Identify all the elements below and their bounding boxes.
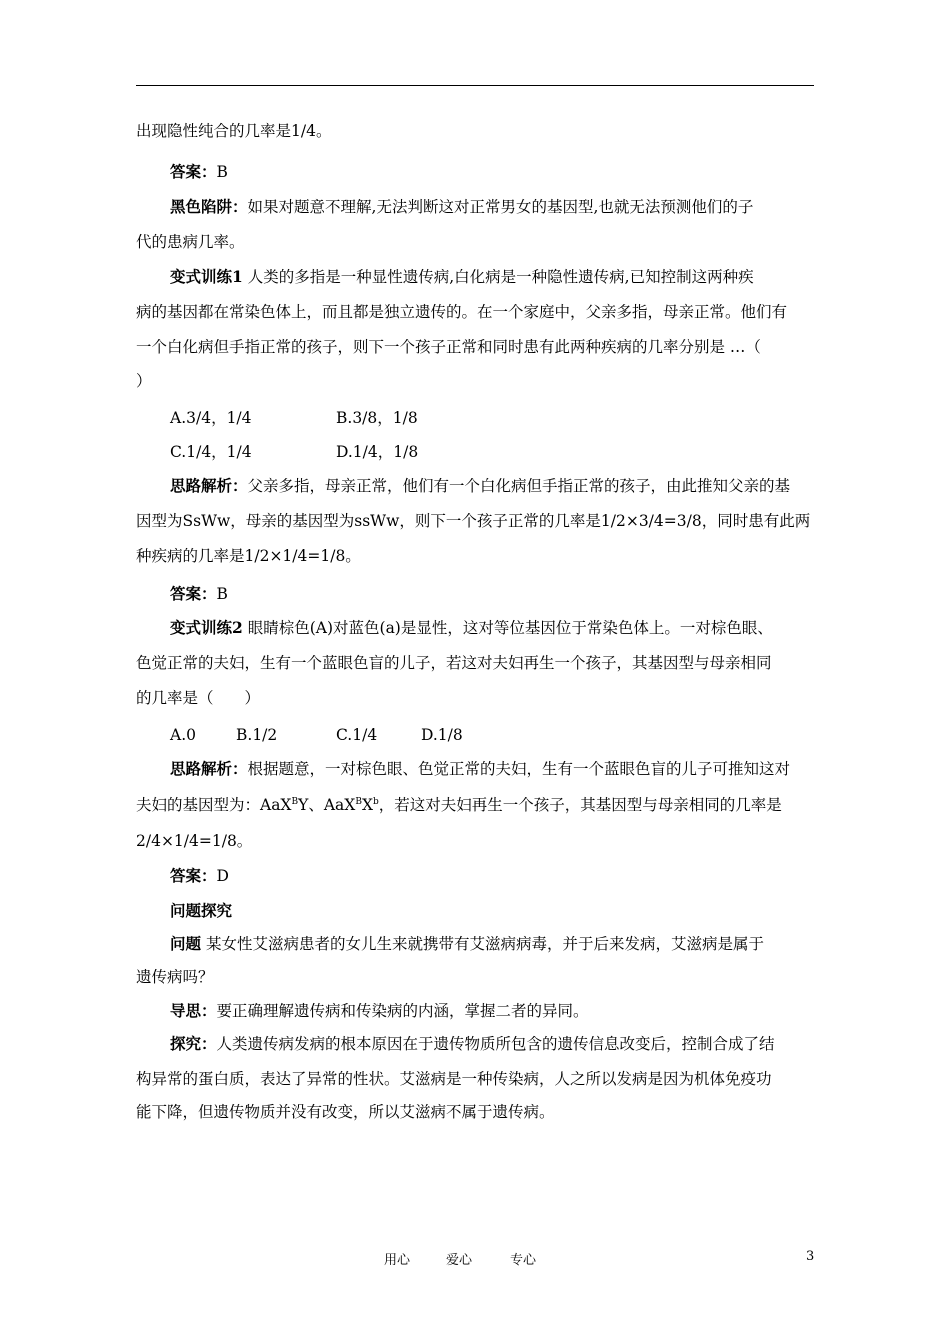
option-c: C.1/4	[336, 726, 378, 744]
guide-label: 导思：	[170, 1001, 217, 1020]
analysis-line	[170, 759, 790, 779]
question-line	[170, 934, 764, 954]
text-line: 能下降，但遗传物质并没有改变，所以艾滋病不属于遗传病。	[136, 1103, 555, 1121]
text-span: 父亲多指，母亲正常，他们有一个白化病但手指正常的孩子，由此推知父亲的基	[247, 477, 791, 495]
answer-label: 答案：	[170, 162, 217, 181]
text-span: 眼睛棕色(A)对蓝色(a)是显性，这对等位基因位于常染色体上。一对棕色眼、	[247, 619, 773, 637]
answer-line	[170, 584, 228, 604]
text-span: 某女性艾滋病患者的女儿生来就携带有艾滋病病毒，并于后来发病，艾滋病是属于	[205, 935, 764, 953]
explore-label: 探究：	[170, 1034, 217, 1053]
exercise-1-label: 变式训练1	[170, 267, 243, 286]
text-line: 出现隐性纯合的几率是1/4。	[136, 122, 332, 140]
text-line: 病的基因都在常染色体上，而且都是独立遗传的。在一个家庭中，父亲多指，母亲正常。他们有	[136, 303, 788, 321]
option-a: A.0	[170, 726, 196, 744]
exercise-1-line	[170, 267, 754, 287]
text-span: ，若这对夫妇再生一个孩子，其基因型与母亲相同的几率是	[378, 796, 782, 814]
explore-line	[170, 1034, 775, 1054]
footer-left: 用心	[384, 1253, 411, 1268]
analysis-line	[170, 476, 790, 496]
genotype-line	[136, 795, 782, 815]
answer-label: 答案：	[170, 584, 217, 603]
text-span: 如果对题意不理解,无法判断这对正常男女的基因型,也就无法预测他们的子	[247, 198, 754, 216]
text-span: 夫妇的基因型为：AaX	[136, 796, 292, 814]
text-span: 人类的多指是一种显性遗传病,白化病是一种隐性遗传病,已知控制这两种疾	[247, 268, 754, 286]
text-span: 要正确理解遗传病和传染病的内涵，掌握二者的异同。	[216, 1002, 589, 1020]
question-label: 问题	[170, 934, 202, 953]
answer-value: B	[216, 163, 228, 181]
footer-middle: 爱心	[446, 1253, 473, 1268]
text-span: 人类遗传病发病的根本原因在于遗传物质所包含的遗传信息改变后，控制合成了结	[216, 1035, 775, 1053]
trap-label: 黑色陷阱：	[170, 197, 248, 216]
superscript: B	[291, 796, 299, 807]
text-line: 代的患病几率。	[136, 233, 245, 251]
text-line: 色觉正常的夫妇，生有一个蓝眼色盲的儿子，若这对夫妇再生一个孩子，其基因型与母亲相同	[136, 654, 772, 672]
text-line: 的几率是（ ）	[136, 689, 261, 707]
text-line: 遗传病吗？	[136, 968, 214, 986]
footer-right: 专心	[510, 1253, 537, 1268]
header-rule	[136, 85, 814, 86]
option-b: B.1/2	[236, 726, 278, 744]
option-c: C.1/4，1/4	[170, 443, 252, 461]
option-a: A.3/4，1/4	[170, 409, 252, 427]
text-line: 构异常的蛋白质，表达了异常的性状。艾滋病是一种传染病，人之所以发病是因为机体免疫功	[136, 1070, 772, 1088]
superscript: b	[372, 796, 379, 807]
option-d: D.1/4，1/8	[336, 443, 419, 461]
option-d: D.1/8	[421, 726, 463, 744]
text-line: 种疾病的几率是1/2×1/4=1/8。	[136, 547, 361, 565]
page-number: 3	[806, 1249, 815, 1264]
text-line: 一个白化病但手指正常的孩子，则下一个孩子正常和同时患有此两种疾病的几率分别是 …（	[136, 338, 761, 356]
guide-line	[170, 1001, 589, 1021]
answer-value: D	[216, 867, 229, 885]
analysis-label: 思路解析：	[170, 476, 248, 495]
section-heading: 问题探究	[170, 901, 233, 920]
trap-line	[170, 197, 753, 217]
text-span: X	[361, 796, 373, 814]
text-span: Y、AaX	[298, 796, 356, 814]
text-line: 2/4×1/4=1/8。	[136, 832, 253, 850]
answer-label: 答案：	[170, 866, 217, 885]
answer-line	[170, 162, 228, 182]
superscript: B	[355, 796, 362, 807]
text-line: ）	[136, 372, 152, 390]
text-span: 根据题意，一对棕色眼、色觉正常的夫妇，生有一个蓝眼色盲的儿子可推知这对	[247, 760, 791, 778]
answer-value: B	[216, 585, 228, 603]
exercise-2-line	[170, 618, 773, 638]
option-b: B.3/8，1/8	[336, 409, 418, 427]
analysis-label: 思路解析：	[170, 759, 248, 778]
answer-line	[170, 866, 229, 886]
exercise-2-label: 变式训练2	[170, 618, 243, 637]
text-line: 因型为SsWw，母亲的基因型为ssWw，则下一个孩子正常的几率是1/2×3/4=3/8，同时患有此两	[136, 512, 811, 530]
